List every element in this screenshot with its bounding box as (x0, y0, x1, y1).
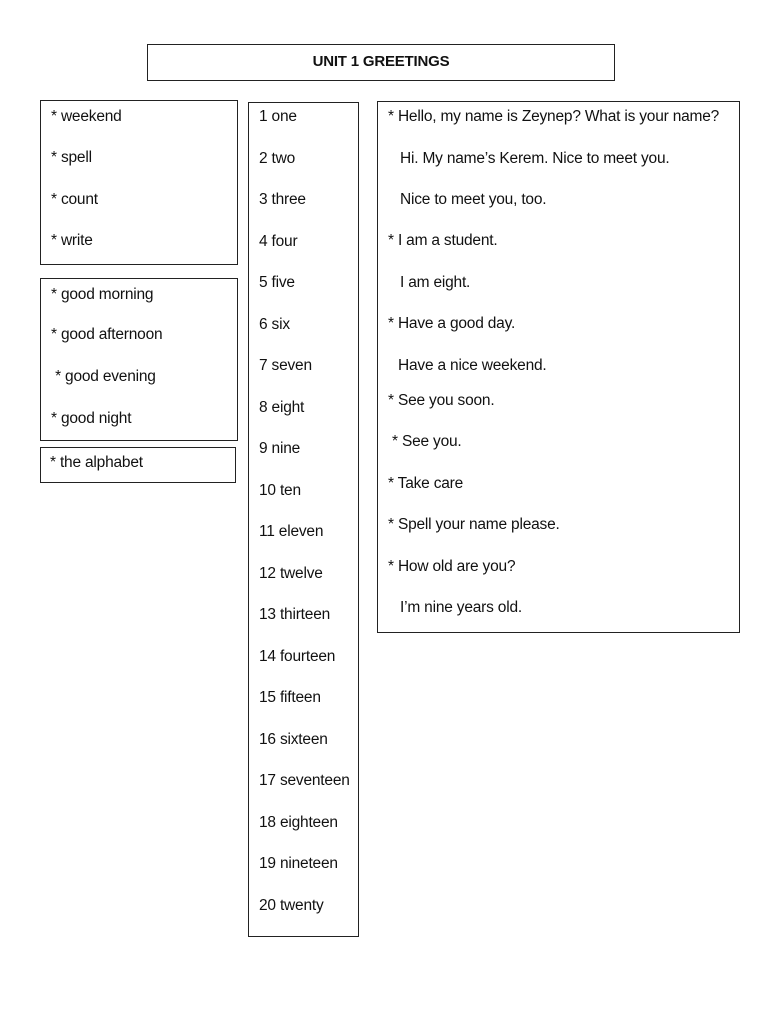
number-item: 11 eleven (259, 523, 324, 540)
number-item: 1 one (259, 108, 297, 125)
alphabet-item: * the alphabet (50, 454, 143, 471)
dialog-box (377, 101, 740, 633)
dialog-line: * I am a student. (388, 232, 498, 249)
greeting-item: * good evening (51, 368, 156, 385)
dialog-line: I’m nine years old. (400, 599, 522, 616)
alphabet-box (40, 447, 236, 483)
dialog-line: Have a nice weekend. (398, 357, 547, 374)
dialog-line: I am eight. (400, 274, 471, 291)
title-box (147, 44, 615, 81)
dialog-line: * See you soon. (388, 392, 495, 409)
dialog-line: Nice to meet you, too. (400, 191, 547, 208)
dialog-line: * How old are you? (388, 558, 516, 575)
dialog-line: * Take care (388, 475, 464, 492)
page-title: UNIT 1 GREETINGS (312, 53, 450, 70)
vocab-item: * count (51, 191, 98, 208)
number-item: 4 four (259, 233, 298, 250)
number-item: 3 three (259, 191, 306, 208)
number-item: 14 fourteen (259, 648, 336, 665)
number-item: 15 fifteen (259, 689, 321, 706)
number-item: 20 twenty (259, 897, 324, 914)
dialog-line: * See you. (392, 433, 462, 450)
number-item: 7 seven (259, 357, 312, 374)
dialog-line: * Hello, my name is Zeynep? What is your name? (388, 108, 720, 125)
greeting-item: * good morning (51, 286, 154, 303)
number-item: 5 five (259, 274, 295, 291)
dialog-line: Hi. My name’s Kerem. Nice to meet you. (400, 150, 670, 167)
number-item: 16 sixteen (259, 731, 328, 748)
number-item: 8 eight (259, 399, 305, 416)
numbers-box (248, 102, 359, 937)
number-item: 10 ten (259, 482, 301, 499)
number-item: 6 six (259, 316, 290, 333)
number-item: 2 two (259, 150, 296, 167)
number-item: 9 nine (259, 440, 301, 457)
number-item: 13 thirteen (259, 606, 331, 623)
number-item: 17 seventeen (259, 772, 350, 789)
vocab-item: * spell (51, 149, 92, 166)
greetings-box (40, 278, 238, 441)
vocab-item: * weekend (51, 108, 122, 125)
vocabulary-box (40, 100, 238, 265)
dialog-line: * Have a good day. (388, 315, 516, 332)
dialog-line: * Spell your name please. (388, 516, 560, 533)
greeting-item: * good afternoon (51, 326, 163, 343)
vocab-item: * write (51, 232, 93, 249)
number-item: 19 nineteen (259, 855, 338, 872)
greeting-item: * good night (51, 410, 132, 427)
number-item: 12 twelve (259, 565, 323, 582)
number-item: 18 eighteen (259, 814, 338, 831)
